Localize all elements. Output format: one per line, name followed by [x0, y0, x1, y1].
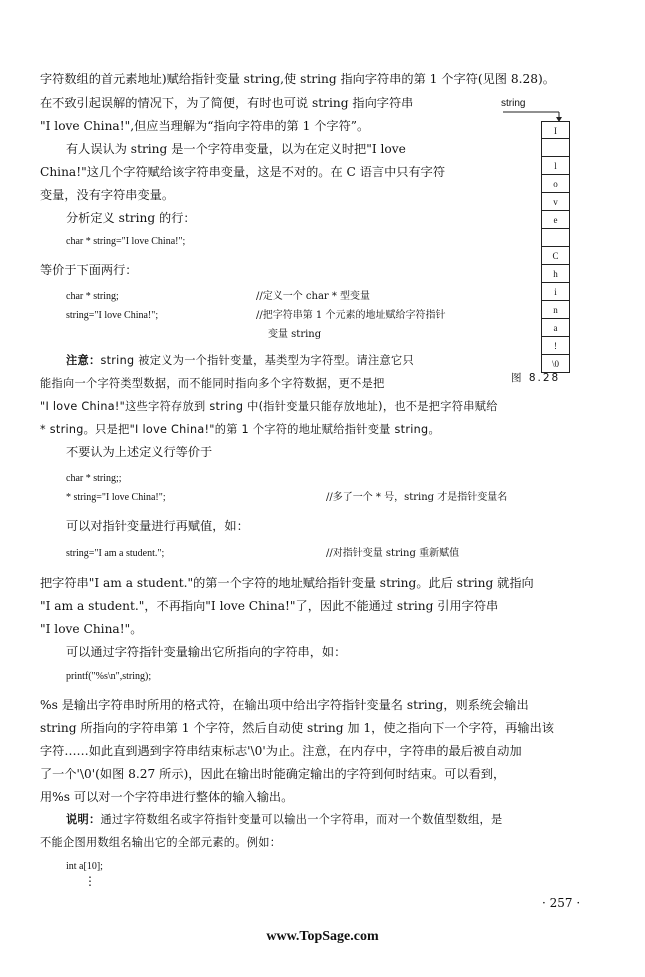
text-line: "I am a student."，不再指向"I love China!"了，因此不能通过 string 引用字符串	[40, 599, 499, 613]
note-text: 能指向一个字符类型数据，而不能同时指向多个字符数据，更不是把	[40, 377, 385, 390]
figure-caption: 图 8.28	[511, 372, 561, 384]
code-line: printf("%s\n",string);	[66, 671, 152, 682]
code-comment: //把字符串第 1 个元素的地址赋给字符指针	[256, 310, 446, 321]
text-line: string 所指向的字符串第 1 个字符，然后自动使 string 加 1，使之指向下一个字符，再输出该	[40, 721, 554, 735]
array-cell: !	[541, 337, 570, 355]
array-cell: C	[541, 247, 570, 265]
text-line: 等价于下面两行：	[40, 263, 138, 277]
code-line: string="I love China!";	[66, 310, 159, 321]
text-line: 了一个'\0'(如图 8.27 所示)，因此在输出时能确定输出的字符到何时结束。可以看到，	[40, 767, 506, 781]
footer-url: www.TopSage.com	[266, 929, 379, 944]
array-cell: a	[541, 319, 570, 337]
char-array	[541, 121, 570, 373]
code-line: char * string;;	[66, 473, 122, 484]
text-line: 有人误认为 string 是一个字符串变量，以为在定义时把"I love	[66, 142, 406, 156]
array-cell: o	[541, 175, 570, 193]
note-text: * string。只是把"I love China!"的第 1 个字符的地址赋给指针变量 string。	[40, 423, 440, 436]
note-text: string 被定义为一个指针变量，基类型为字符型。请注意它只	[100, 354, 414, 367]
code-comment: //对指针变量 string 重新赋值	[326, 548, 460, 559]
note-text: "I love China!"这些字符存放到 string 中(指针变量只能存放地址)，也不是把字符串赋给	[40, 400, 498, 413]
code-comment: 变量 string	[268, 329, 322, 340]
text-line: 不要认为上述定义行等价于	[66, 445, 213, 459]
array-cell	[541, 229, 570, 247]
array-cell: h	[541, 265, 570, 283]
array-cell: n	[541, 301, 570, 319]
array-cell	[541, 139, 570, 157]
text-line: 字符数组的首元素地址)赋给指针变量 string,使 string 指向字符串的第 1 个字符(见图 8.28)。	[40, 72, 555, 86]
text-line: 可以通过字符指针变量输出它所指向的字符串，如：	[66, 645, 347, 659]
code-line: int a[10];	[66, 861, 103, 872]
array-cell: I	[541, 121, 570, 139]
array-cell: l	[541, 157, 570, 175]
code-line: string="I am a student.";	[66, 548, 165, 559]
text-line: "I love China!",但应当理解为“指向字符串的第 1 个字符”。	[40, 119, 370, 133]
ellipsis-vertical: ⋮	[84, 874, 96, 888]
array-cell: \0	[541, 355, 570, 373]
text-line: 在不致引起误解的情况下，为了简便，有时也可说 string 指向字符串	[40, 96, 414, 110]
text-line: 字符……如此直到遇到字符串结束标志'\0'为止。注意，在内存中，字符串的最后被自动加	[40, 744, 522, 758]
pointer-label: string	[501, 98, 526, 109]
text-line: China!"这几个字符赋给该字符串变量，这是不对的。在 C 语言中只有字符	[40, 165, 446, 179]
explanation-text: 不能企图用数组名输出它的全部元素的。例如：	[40, 836, 282, 849]
text-line: %s 是输出字符串时所用的格式符，在输出项中给出字符指针变量名 string，则系统会输出	[40, 698, 529, 712]
explanation-label: 说明：	[66, 813, 101, 826]
string-memory-figure	[501, 98, 591, 388]
text-line: 把字符串"I am a student."的第一个字符的地址赋给指针变量 string。此后 string 就指向	[40, 576, 534, 590]
page-number: · 257 ·	[542, 896, 581, 910]
code-line: * string="I love China!";	[66, 492, 166, 503]
text-line: 可以对指针变量进行再赋值，如：	[66, 519, 249, 533]
text-line: 变量，没有字符串变量。	[40, 188, 175, 202]
code-comment: //定义一个 char * 型变量	[256, 291, 371, 302]
explanation-text: 通过字符数组名或字符指针变量可以输出一个字符串，而对一个数值型数组，是	[100, 813, 503, 826]
note-label: 注意：	[66, 354, 101, 367]
array-cell: v	[541, 193, 570, 211]
code-line: char * string="I love China!";	[66, 236, 186, 247]
text-line: 用%s 可以对一个字符串进行整体的输入输出。	[40, 790, 294, 804]
text-line: "I love China!"。	[40, 622, 143, 636]
code-line: char * string;	[66, 291, 119, 302]
array-cell: e	[541, 211, 570, 229]
code-comment: //多了一个 * 号，string 才是指针变量名	[326, 492, 508, 503]
text-line: 分析定义 string 的行：	[66, 211, 196, 225]
array-cell: i	[541, 283, 570, 301]
